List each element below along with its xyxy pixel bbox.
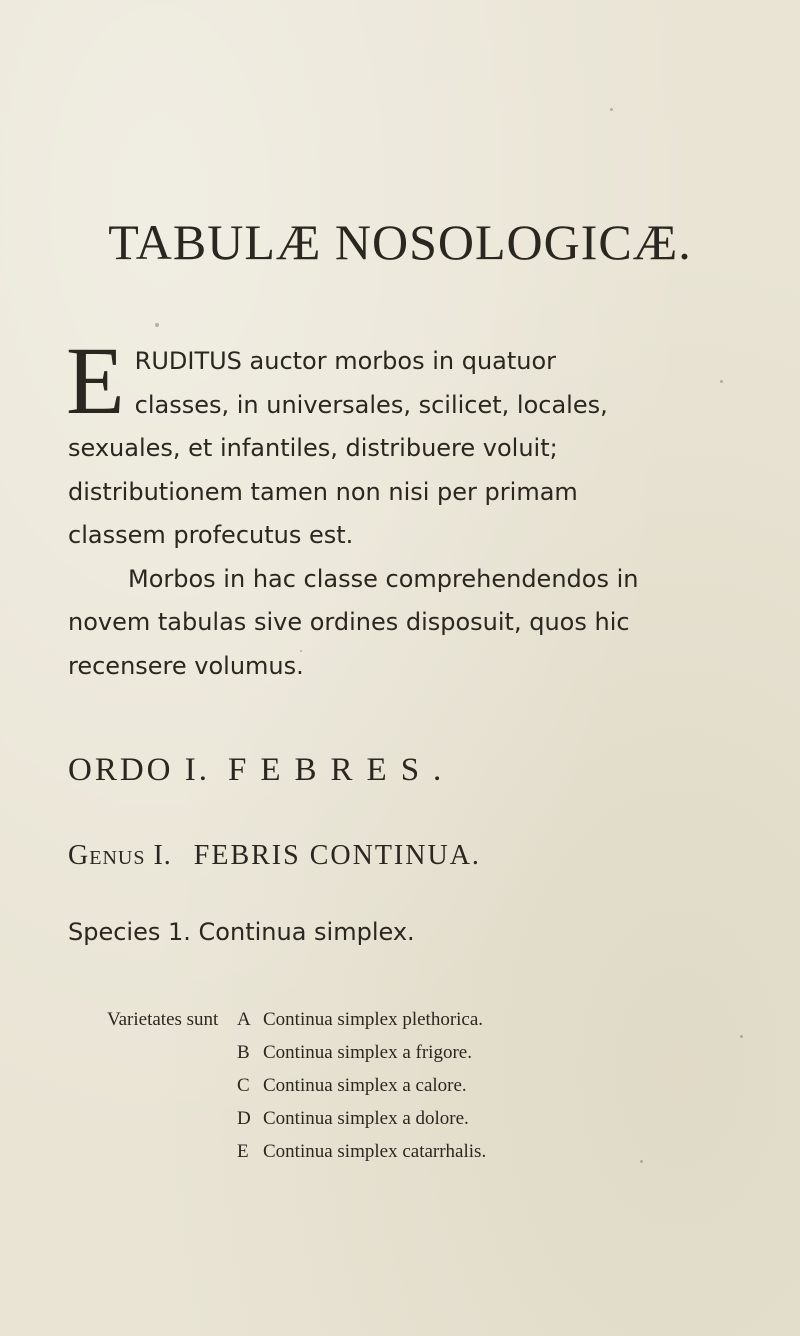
genus-heading [68, 838, 481, 874]
variety-letter: C [237, 1075, 250, 1096]
variety-row [107, 1135, 486, 1168]
paper-speck [300, 650, 302, 652]
paper-speck [740, 1035, 743, 1038]
variety-text: Continua simplex plethorica. [263, 1009, 484, 1030]
intro-text [66, 327, 658, 688]
paper-speck [610, 108, 613, 111]
variety-row [107, 1003, 486, 1036]
genus-label: Genus I. [68, 840, 172, 871]
intro-paragraph-1-text: RUDITUS auctor morbos in quatuor classes, in universales, scilicet, locales, sexuales, et infantiles, distribuere voluit; distributionem tamen non nisi per primam classem profecutus est. [68, 347, 608, 549]
genus-name: FEBRIS CONTINUA. [193, 840, 481, 871]
paper-speck [155, 323, 159, 327]
variety-text: Continua simplex a frigore. [263, 1042, 472, 1063]
variety-text: Continua simplex a dolore. [263, 1108, 469, 1129]
variety-letter: D [237, 1108, 251, 1129]
varieties-list [107, 1003, 486, 1168]
species-heading [68, 915, 415, 949]
variety-text: Continua simplex catarrhalis. [263, 1141, 487, 1162]
intro-paragraph-1 [66, 327, 658, 558]
species-label: Species 1. [68, 918, 191, 946]
variety-row [107, 1036, 486, 1069]
variety-row [107, 1069, 486, 1102]
variety-letter: B [237, 1042, 250, 1063]
ordo-name: FEBRES. [228, 752, 456, 788]
varieties-lead: Varietates sunt [107, 1009, 219, 1030]
intro-paragraph-2: Morbos in hac classe comprehendendos in novem tabulas sive ordines disposuit, quos hic recensere volumus. [68, 564, 639, 680]
drop-cap: E [66, 327, 125, 434]
species-name: Continua simplex. [198, 918, 415, 946]
variety-letter: E [237, 1141, 249, 1162]
ordo-label: ORDO I. [68, 752, 210, 788]
variety-letter: A [237, 1009, 251, 1030]
ordo-heading [68, 750, 455, 790]
variety-row [107, 1102, 486, 1135]
page-title: TABULÆ NOSOLOGICÆ. [108, 214, 692, 270]
paper-speck [720, 380, 723, 383]
paper-speck [640, 1160, 643, 1163]
variety-text: Continua simplex a calore. [263, 1075, 467, 1096]
